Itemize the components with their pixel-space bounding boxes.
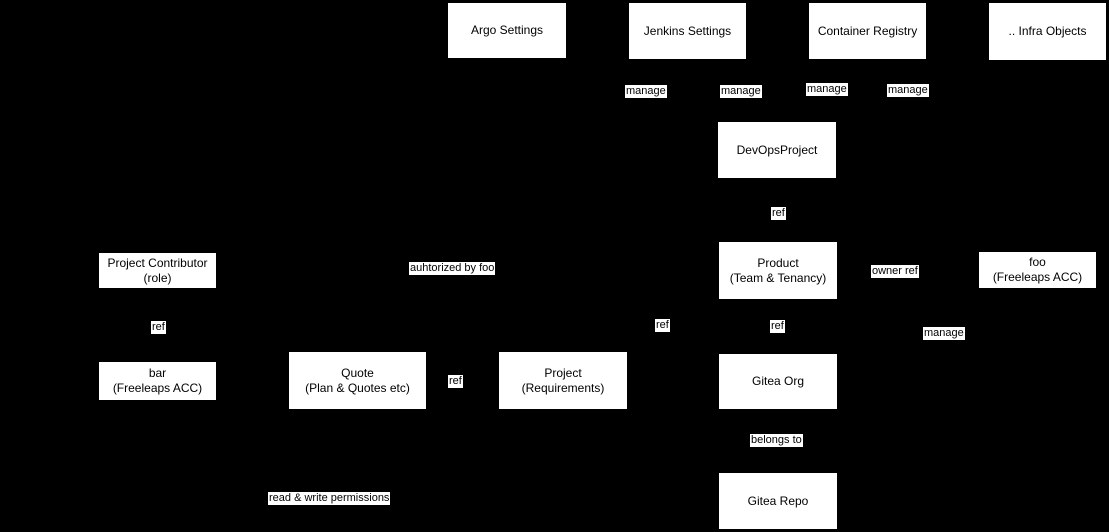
node-product [718, 241, 838, 300]
node-bar-freeleaps-acc-sublabel: (Freeleaps ACC) [112, 381, 203, 395]
node-argo-settings [447, 2, 567, 59]
node-devops-project-label: DevOpsProject [736, 142, 818, 157]
edge-label-ref-contributor-bar: ref [152, 321, 165, 333]
node-foo-freeleaps-acc-sublabel: (Freeleaps ACC) [992, 270, 1083, 284]
node-infra-objects-label: .. Infra Objects [1008, 24, 1087, 38]
node-container-registry-label: Container Registry [817, 23, 918, 38]
edge-label-belongs-to: belongs to [751, 434, 802, 446]
edge-label-manage-jenkins: manage [721, 85, 761, 97]
edge-label-manage-registry: manage [807, 83, 847, 95]
node-argo-settings-label: Argo Settings [470, 23, 544, 37]
node-jenkins-settings [628, 2, 747, 60]
node-gitea-repo [718, 472, 838, 530]
node-bar-freeleaps-acc-label: bar [148, 366, 167, 380]
node-devops-project [717, 121, 837, 179]
node-project-requirements [498, 351, 628, 410]
node-project-requirements-sublabel: (Requirements) [521, 380, 605, 395]
edge-label-ref-quote-project: ref [449, 375, 462, 387]
edge-label-read-write-permissions: read & write permissions [269, 492, 390, 504]
node-foo-freeleaps-acc [978, 251, 1097, 289]
node-gitea-repo-label: Gitea Repo [747, 493, 809, 508]
edge-label-owner-ref: owner ref [872, 265, 918, 277]
node-container-registry [808, 2, 927, 60]
node-infra-objects [988, 2, 1107, 61]
node-foo-freeleaps-acc-label: foo [1029, 255, 1046, 269]
edge-label-ref-product-gitea-org: ref [771, 320, 784, 332]
edge-label-ref-project-product: ref [656, 319, 669, 331]
node-quote-label: Quote [341, 365, 374, 380]
node-project-contributor-label: Project Contributor [107, 255, 208, 270]
node-quote-sublabel: (Plan & Quotes etc) [305, 380, 410, 395]
node-product-label: Product [757, 255, 799, 270]
node-bar-freeleaps-acc [98, 361, 217, 401]
node-product-sublabel: (Team & Tenancy) [729, 270, 827, 285]
node-quote [288, 351, 427, 410]
edge-label-authorized-by-foo: auhtorized by foo [410, 262, 495, 274]
node-jenkins-settings-label: Jenkins Settings [643, 23, 732, 38]
edge-label-manage-infra: manage [888, 84, 928, 96]
node-gitea-org-label: Gitea Org [751, 374, 805, 388]
edge-label-manage-foo-gitea: manage [924, 327, 964, 339]
edge-label-ref-devops-product: ref [772, 207, 785, 219]
node-gitea-org [718, 353, 838, 410]
node-project-contributor [98, 252, 217, 289]
node-project-contributor-sublabel: (role) [143, 270, 172, 285]
edge-label-manage-argo: manage [626, 85, 666, 97]
node-project-requirements-label: Project [544, 365, 582, 380]
